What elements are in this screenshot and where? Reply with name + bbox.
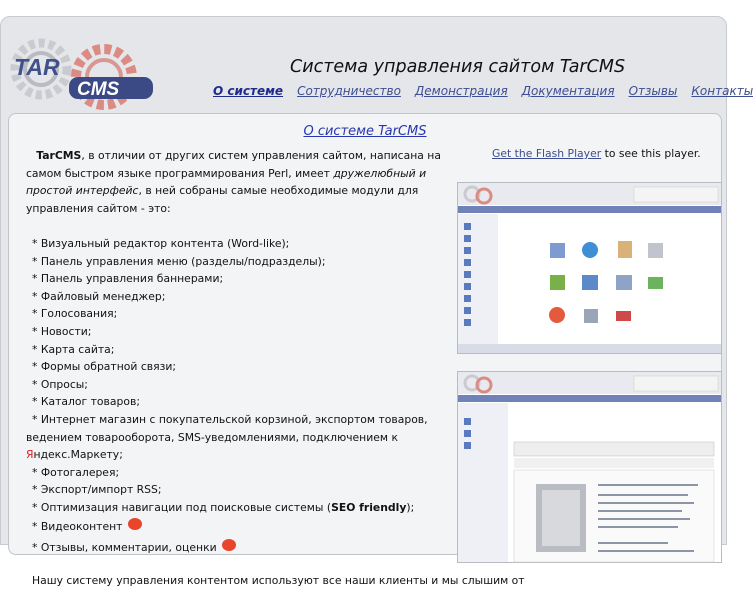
feature-item: * Панель управления меню (разделы/подразделы); xyxy=(32,254,326,268)
intro-text-1: , в отличии от других систем управления сайтом, написана на самом быстром языке программирования Perl, имеет xyxy=(26,149,441,180)
feature-item-shop: * Интернет магазин с покупательской корзиной, экспортом товаров, ведением товарооборота, SMS-уведомлениями, подключением к Яндекс.Маркету; xyxy=(26,412,428,462)
intro-text-2: , в ней собраны самые необходимые модули для управления сайтом - это: xyxy=(26,184,419,215)
main-nav xyxy=(213,84,753,98)
admin-screenshot-1[interactable] xyxy=(457,182,722,354)
nav-about[interactable]: О системе xyxy=(213,84,284,98)
get-flash-link[interactable]: Get the Flash Player xyxy=(492,147,602,160)
feature-item-reviews: * Отзывы, комментарии, оценки xyxy=(26,539,466,557)
site-title: Система управления сайтом TarCMS xyxy=(290,57,626,77)
admin-screenshot-2[interactable] xyxy=(457,371,722,563)
page-frame xyxy=(0,16,753,587)
seo-friendly: SEO friendly xyxy=(331,500,407,514)
nav-demo[interactable]: Демонстрация xyxy=(414,84,508,98)
new-badge-icon xyxy=(222,539,236,551)
new-badge-icon xyxy=(128,518,142,530)
nav-contacts[interactable]: Контакты xyxy=(691,84,753,98)
page-title-link[interactable]: О системе TarCMS xyxy=(303,124,427,139)
nav-cooperation[interactable]: Сотрудничество xyxy=(297,84,401,98)
feature-item-video: * Видеоконтент xyxy=(26,518,466,536)
flash-notice: Get the Flash Player to see this player. xyxy=(492,147,701,160)
nav-reviews[interactable]: Отзывы xyxy=(628,84,678,98)
feature-item: * Фотогалерея; xyxy=(32,465,120,479)
feature-item: * Формы обратной связи; xyxy=(32,360,177,374)
feature-item: * Экспорт/импорт RSS; xyxy=(32,483,162,497)
intro-paragraph xyxy=(26,147,466,217)
feature-item: * Визуальный редактор контента (Word-like); xyxy=(32,236,290,250)
yandex-y: Я xyxy=(26,448,34,462)
feature-item: * Файловый менеджер; xyxy=(32,289,166,303)
content-panel xyxy=(8,113,722,587)
bottom-paragraph: Нашу систему управления контентом используют все наши клиенты и мы слышим от xyxy=(32,573,525,587)
article-text xyxy=(26,147,525,589)
feature-item: * Каталог товаров; xyxy=(32,395,140,409)
admin-screenshot-1-image xyxy=(458,183,721,353)
feature-item-seo: * Оптимизация навигации под поисковые системы (SEO friendly); xyxy=(32,500,415,514)
admin-screenshot-2-image xyxy=(458,372,721,562)
feature-item: * Новости; xyxy=(32,324,92,338)
svg-text:CMS: CMS xyxy=(77,79,120,100)
feature-item: * Панель управления баннерами; xyxy=(32,272,224,286)
nav-docs[interactable]: Документация xyxy=(521,84,615,98)
svg-text:TAR: TAR xyxy=(14,54,60,80)
feature-item: * Голосования; xyxy=(32,307,118,321)
intro-italic: дружелюбный и простой интерфейс xyxy=(26,166,427,198)
tarcms-logo[interactable] xyxy=(11,37,156,109)
brand-name: TarCMS xyxy=(36,149,82,162)
feature-item: * Карта сайта; xyxy=(32,342,115,356)
page-title xyxy=(9,124,721,139)
feature-item: * Опросы; xyxy=(32,377,88,391)
